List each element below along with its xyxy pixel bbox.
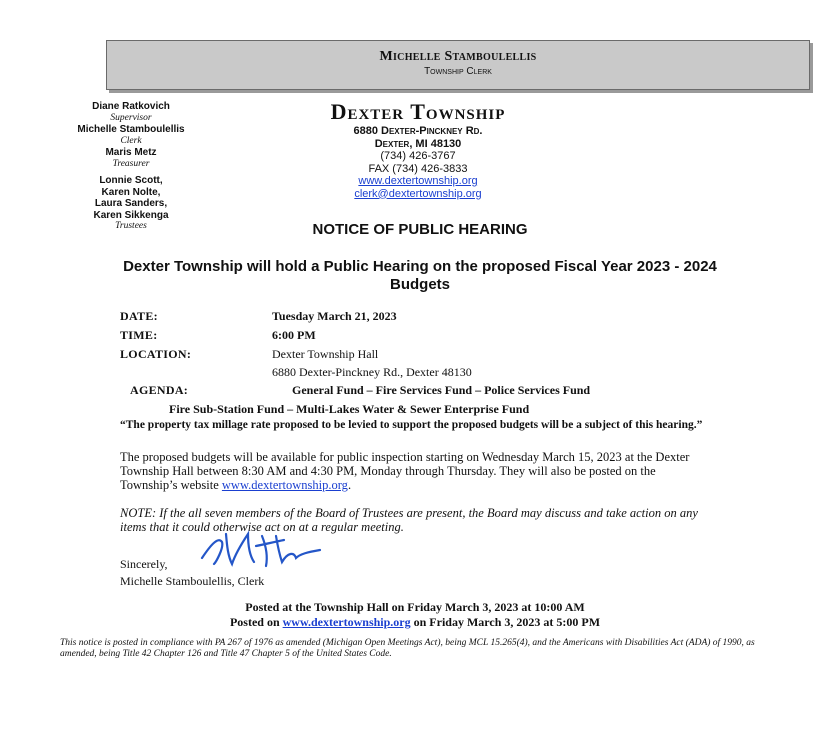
time-value: 6:00 PM [272, 328, 316, 342]
agenda-line-2: Fire Sub-Station Fund – Multi-Lakes Water & Sewer Enterprise Fund [169, 402, 530, 416]
official-name: Michelle Stamboulellis [77, 124, 185, 135]
closing-signer: Michelle Stamboulellis, Clerk [120, 574, 265, 588]
trustee-name: Lonnie Scott, [99, 175, 163, 186]
township-phone: (734) 426-3767 [380, 150, 456, 162]
closing-sincerely: Sincerely, [120, 557, 168, 571]
township-address-street: 6880 Dexter-Pinckney Rd. [353, 125, 483, 137]
township-header [228, 99, 608, 200]
location-label: LOCATION: [120, 347, 192, 361]
banner-clerk-name: Michelle Stamboulellis [379, 49, 537, 64]
date-value: Tuesday March 21, 2023 [272, 309, 397, 323]
location-line-2: 6880 Dexter-Pinckney Rd., Dexter 48130 [272, 365, 472, 379]
township-website-link[interactable]: www.dextertownship.org [358, 175, 478, 187]
posted-prefix: Posted on [229, 615, 283, 629]
compliance-footnote: This notice is posted in compliance with PA 267 of 1976 as amended (Michigan Open Meetings Act), being MCL 15.265(4), and the Americans with Disabilities Act (ADA) of 1990, as amended, being Title 42 Chapter 126 and Title 47 Chapter 5 of the United States Code. [60, 638, 755, 659]
official-supervisor [56, 101, 206, 124]
posted-website-link[interactable]: www.dextertownship.org [282, 615, 411, 629]
official-title: Treasurer [112, 158, 150, 169]
trustee-name: Karen Nolte, [101, 186, 161, 198]
notice-title: NOTICE OF PUBLIC HEARING [312, 221, 528, 238]
handwritten-signature [196, 528, 326, 570]
official-title: Clerk [120, 135, 142, 146]
trustees-title: Trustees [115, 221, 147, 231]
board-note: NOTE: If the all seven members of the Board of Trustees are present, the Board may discuss and take action on any items that it could otherwise act on at a regular meeting. [120, 506, 698, 534]
posted-info [120, 600, 710, 630]
official-clerk [56, 124, 206, 147]
location-line-1: Dexter Township Hall [272, 347, 379, 361]
inspection-paragraph [120, 450, 710, 492]
official-title: Supervisor [110, 112, 152, 123]
trustee-name: Laura Sanders, [94, 198, 168, 209]
official-treasurer [56, 147, 206, 170]
time-label: TIME: [120, 328, 158, 342]
township-fax: FAX (734) 426-3833 [368, 162, 468, 175]
posted-website-line [120, 615, 710, 630]
posted-suffix: on Friday March 3, 2023 at 5:00 PM [410, 615, 601, 629]
officials-list [56, 101, 206, 233]
date-label: DATE: [120, 309, 158, 323]
township-email-link[interactable]: clerk@dextertownship.org [354, 187, 482, 200]
inspection-period: . [347, 478, 352, 492]
agenda-label: AGENDA: [130, 383, 189, 397]
official-name: Diane Ratkovich [92, 101, 170, 112]
township-address-city: Dexter, MI 48130 [374, 137, 462, 150]
trustee-name: Karen Sikkenga [93, 209, 169, 221]
inspection-text: The proposed budgets will be available for public inspection starting on Wednesday March 15, 2023 at the Dexter Township Hall between 8:30 AM and 4:30 PM, Monday through Thursday. They will also be posted on the Township’s website [120, 450, 690, 492]
banner-clerk-role: Township Clerk [424, 66, 492, 77]
inspection-website-link[interactable]: www.dextertownship.org [221, 478, 348, 492]
posted-township-hall: Posted at the Township Hall on Friday March 3, 2023 at 10:00 AM [245, 600, 585, 614]
hearing-headline: Dexter Township will hold a Public Hearing on the proposed Fiscal Year 2023 - 2024 Budgets [123, 258, 717, 293]
millage-quote: “The property tax millage rate proposed to be levied to support the proposed budgets will be a subject of this hearing.” [120, 419, 703, 431]
township-name: Dexter Township [330, 99, 506, 124]
agenda-line-1: General Fund – Fire Services Fund – Police Services Fund [292, 383, 591, 397]
clerk-banner [106, 40, 810, 90]
official-name: Maris Metz [105, 147, 157, 158]
